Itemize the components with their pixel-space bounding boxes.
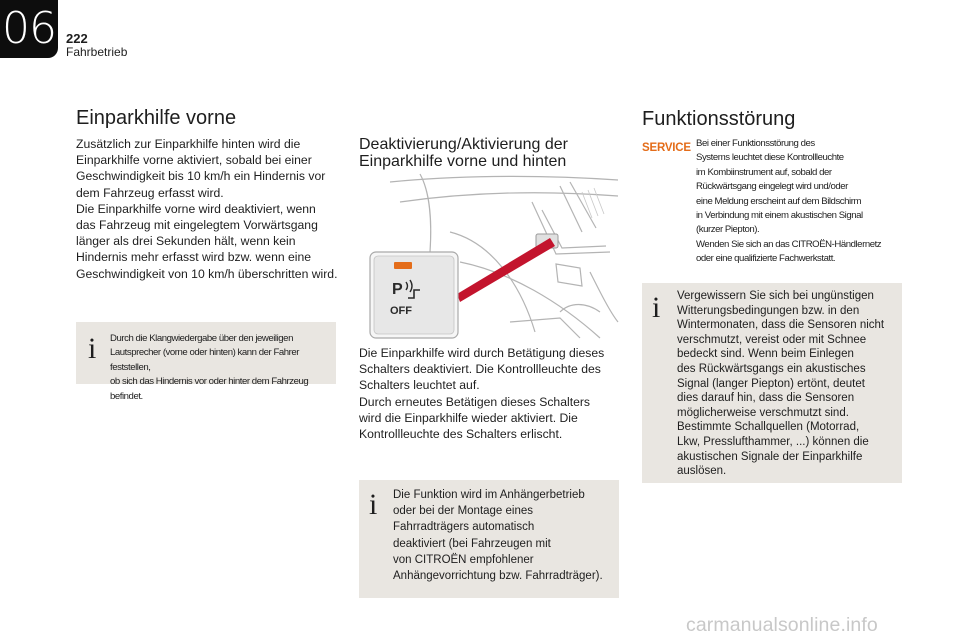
note-text (677, 289, 899, 479)
col2-line: Schalters leuchtet auf. (359, 378, 480, 393)
note-line: Durch die Klangwiedergabe über den jeweiligen (110, 333, 293, 344)
info-icon: i (652, 291, 661, 324)
col1-line: dem Fahrzeug erfasst wird. (76, 185, 224, 200)
note-line: Die Funktion wird im Anhängerbetrieb (393, 489, 585, 501)
col1-line: Hindernis mehr erfasst wird bzw. wenn eine (76, 250, 312, 265)
note-line: auslösen. (677, 465, 727, 478)
title-einparkhilfe-vorne: Einparkhilfe vorne (76, 107, 237, 129)
service-line: Rückwärtsgang eingelegt wird und/oder (696, 181, 848, 193)
note-line: Lkw, Presslufthammer, ...) können die (677, 435, 869, 448)
service-line: in Verbindung mit einem akustischen Signal (696, 210, 863, 222)
col2-line: Durch erneutes Betätigen dieses Schalters (359, 394, 591, 409)
note-line: deaktiviert (bei Fahrzeugen mit (393, 537, 551, 550)
note-line: verschmutzt, vereist oder mit Schnee (677, 333, 867, 346)
col2-line: Kontrollleuchte des Schalters erlischt. (359, 427, 563, 442)
title-line: Deaktivierung/Aktivierung der (359, 136, 568, 153)
service-text (696, 137, 906, 267)
note-line: oder bei der Montage eines (393, 505, 534, 518)
note-line: ob sich das Hindernis vor oder hinter dem Fahrzeug befindet. (110, 376, 309, 402)
note-line: Signal (langer Piepton) ertönt, deutet (677, 377, 865, 390)
note-line: dies darauf hin, dass die Sensoren (677, 392, 855, 405)
note-line: Lautsprecher (vorne oder hinten) kann der Fahrer feststellen, (110, 347, 300, 373)
info-note-col1 (76, 322, 336, 402)
col1-line: Geschwindigkeit von 10 km/h überschritten wird. (76, 266, 338, 281)
watermark: carmanualsonline.info (686, 614, 878, 636)
col1-body (76, 136, 346, 282)
dashboard-switch-illustration (360, 172, 620, 340)
title-deaktivierung (359, 136, 568, 170)
svg-text:P: P (392, 281, 403, 298)
col1-line: länger als drei Sekunden hält, wenn kein (76, 234, 296, 249)
note-text (393, 487, 617, 584)
note-line: des Rückwärtsgangs ein akustisches (677, 362, 866, 375)
note-line: Wintermonaten, dass die Sensoren nicht (677, 319, 885, 332)
switch-off-label: OFF (390, 305, 412, 317)
service-line: eine Meldung erscheint auf dem Bildschirm (696, 195, 861, 207)
col2-line: Die Einparkhilfe wird durch Betätigung dieses (359, 346, 605, 360)
col2-line: wird die Einparkhilfe wieder aktiviert. Die (359, 410, 578, 425)
service-line: Wenden Sie sich an das CITROËN-Händlernetz (696, 238, 882, 250)
service-line: oder eine qualifizierte Fachwerkstatt. (696, 253, 836, 265)
chapter-tab: 06 (0, 0, 58, 58)
note-line: von CITROËN empfohlener (393, 553, 534, 566)
title-line: Einparkhilfe vorne und hinten (359, 153, 567, 170)
note-line: bedeckt sind. Wenn beim Einlegen (677, 348, 854, 361)
col1-line: Zusätzlich zur Einparkhilfe hinten wird die (76, 137, 301, 151)
note-line: akustischen Signale der Einparkhilfe (677, 450, 863, 463)
page-number: 222 (66, 31, 88, 46)
note-line: Vergewissern Sie sich bei ungünstigen (677, 290, 874, 302)
service-line: (kurzer Piepton). (696, 224, 760, 236)
section-name: Fahrbetrieb (66, 45, 128, 59)
title-funktionsstoerung: Funktionsstörung (642, 108, 796, 130)
note-line: Anhängevorrichtung bzw. Fahrradträger). (393, 570, 603, 583)
info-icon: i (369, 488, 378, 521)
col1-line: Einparkhilfe vorne aktiviert, sobald bei einer (76, 153, 312, 168)
note-line: Witterungsbedingungen bzw. in den (677, 304, 860, 317)
col2-body (359, 345, 619, 442)
note-line: möglicherweise verschmutzt sind. (677, 406, 849, 419)
note-text (110, 332, 334, 404)
col1-line: Die Einparkhilfe vorne wird deaktiviert, wenn (76, 201, 316, 216)
col1-line: das Fahrzeug mit eingelegtem Vorwärtsgang (76, 218, 318, 233)
note-line: Fahrradträgers automatisch (393, 521, 535, 534)
info-note-col2 (359, 480, 619, 598)
info-note-col3 (642, 283, 902, 483)
col2-line: Schalters deaktiviert. Die Kontrollleuchte des (359, 362, 601, 377)
service-line: im Kombiinstrument auf, sobald der (696, 166, 832, 178)
col1-line: Geschwindigkeit bis 10 km/h ein Hindernis vor (76, 169, 326, 184)
info-icon: i (88, 332, 97, 365)
note-line: Bestimmte Schallquellen (Motorrad, (677, 421, 860, 434)
service-line: Bei einer Funktionsstörung des (696, 138, 815, 149)
service-line: Systems leuchtet diese Kontrollleuchte (696, 152, 844, 164)
service-warning-icon: SERVICE (642, 142, 691, 154)
